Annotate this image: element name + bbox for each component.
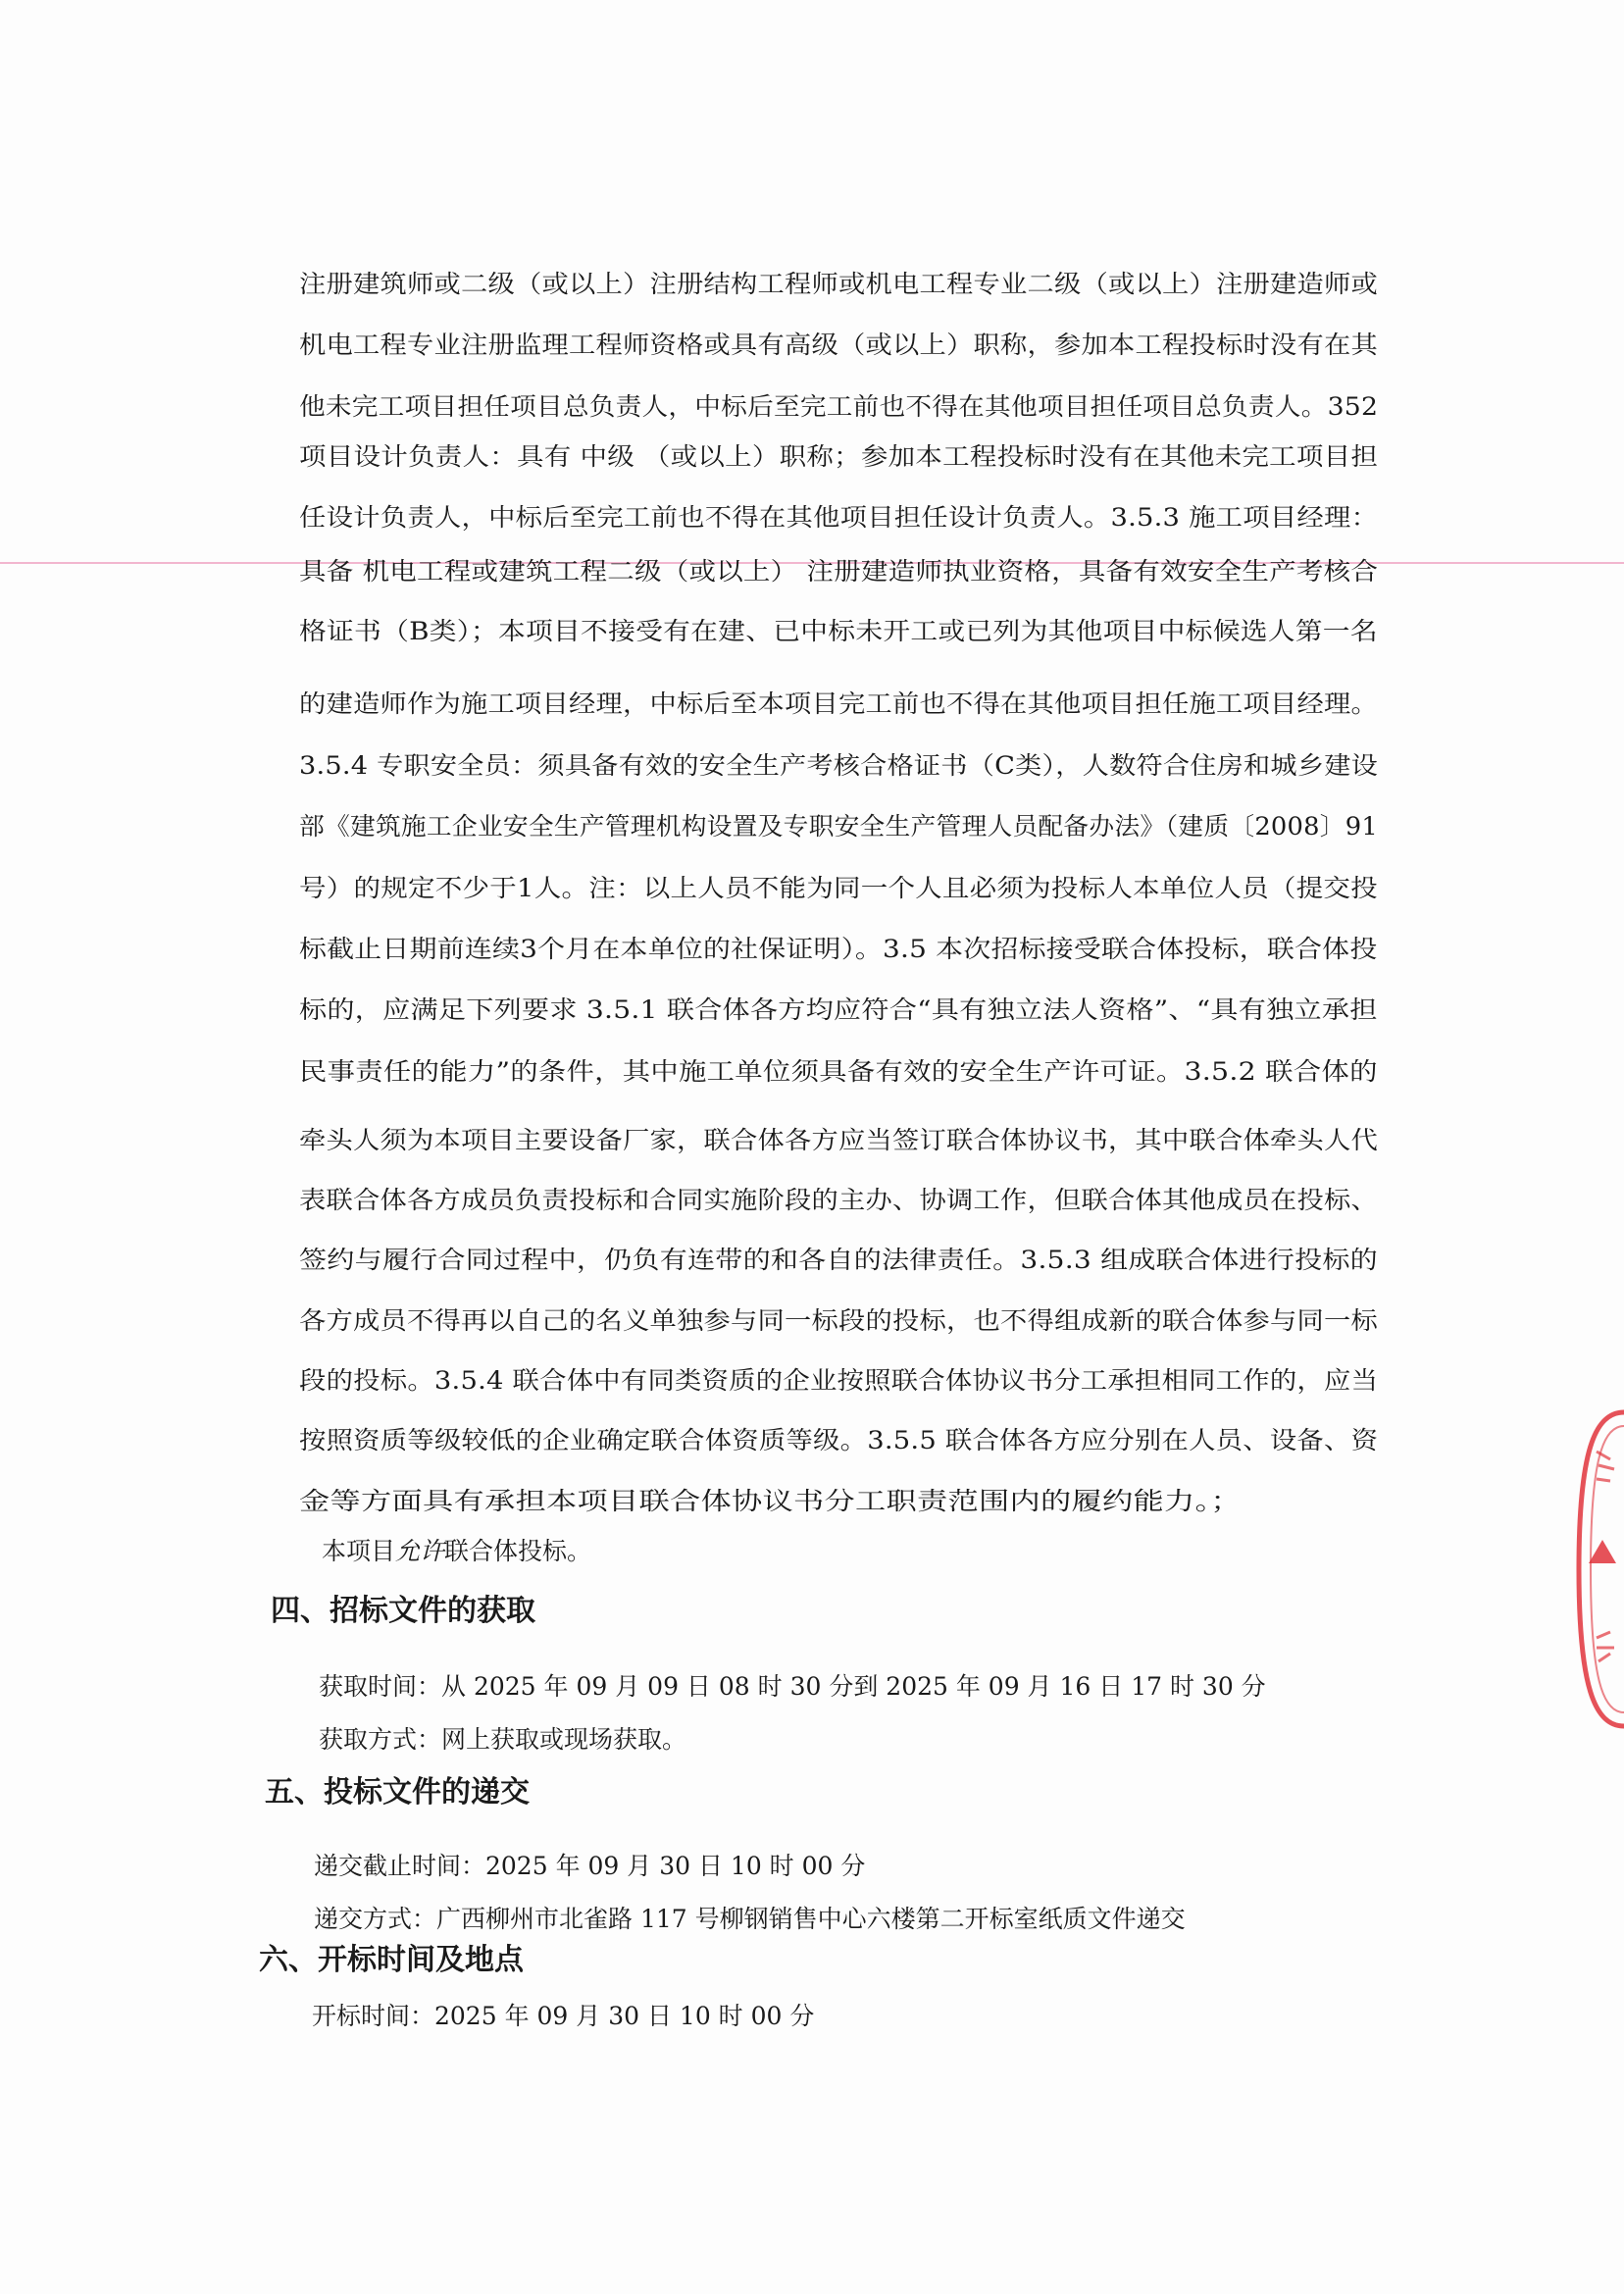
section-4-heading: 四、招标文件的获取 — [271, 1594, 535, 1628]
consortium-note — [322, 1535, 591, 1568]
consortium-note-suffix: 联合体投标。 — [444, 1537, 592, 1565]
paragraph-line: 号）的规定不少于1人。注：以上人员不能为同一个人且必须为投标人本单位人员（提交投 — [299, 874, 1378, 902]
paragraph-line: 各方成员不得再以自己的名义单独参与同一标段的投标，也不得组成新的联合体参与同一标 — [299, 1306, 1379, 1335]
submission-method: 递交方式：广西柳州市北雀路 117 号柳钢销售中心六楼第二开标室纸质文件递交 — [314, 1905, 1186, 1933]
bid-opening-time: 开标时间：2025 年 09 月 30 日 10 时 00 分 — [312, 2002, 815, 2030]
section-6-heading: 六、开标时间及地点 — [259, 1943, 524, 1977]
paragraph-line: 牵头人须为本项目主要设备厂家，联合体各方应当签订联合体协议书，其中联合体牵头人代 — [299, 1126, 1379, 1154]
submission-deadline: 递交截止时间：2025 年 09 月 30 日 10 时 00 分 — [314, 1852, 866, 1880]
paragraph-line: 格证书（B类）；本项目不接受有在建、已中标未开工或已列为其他项目中标候选人第一名 — [299, 617, 1378, 645]
paragraph-line: 标截止日期前连续3个月在本单位的社保证明）。3.5 本次招标接受联合体投标，联合体投 — [299, 935, 1378, 963]
paragraph-line: 机电工程专业注册监理工程师资格或具有高级（或以上）职称，参加本工程投标时没有在其 — [299, 331, 1379, 359]
paragraph-line: 3.5.4 专职安全员：须具备有效的安全生产考核合格证书（C类），人数符合住房和城乡建设 — [299, 751, 1378, 780]
paragraph-line: 他未完工项目担任项目总负责人，中标后至完工前也不得在其他项目担任项目总负责人。352 — [299, 392, 1379, 421]
paragraph-line: 部《建筑施工企业安全生产管理机构设置及专职安全生产管理人员配备办法》（建质〔2008〕91 — [299, 812, 1378, 841]
paragraph-line: 段的投标。3.5.4 联合体中有同类资质的企业按照联合体协议书分工承担相同工作的，应当 — [299, 1366, 1379, 1395]
paragraph-line: 民事责任的能力”的条件，其中施工单位须具备有效的安全生产许可证。3.5.2 联合体的 — [299, 1057, 1378, 1086]
consortium-note-emphasis: 允许 — [395, 1537, 445, 1565]
acquisition-method: 获取方式：网上获取或现场获取。 — [319, 1725, 687, 1754]
paragraph-line: 注册建筑师或二级（或以上）注册结构工程师或机电工程专业二级（或以上）注册建造师或 — [299, 270, 1379, 298]
paragraph-line: 标的，应满足下列要求 3.5.1 联合体各方均应符合“具有独立法人资格”、“具有独立承担 — [299, 995, 1378, 1024]
section-5-heading: 五、投标文件的递交 — [265, 1775, 530, 1810]
paragraph-line: 任设计负责人，中标后至完工前也不得在其他项目担任设计负责人。3.5.3 施工项目经理： — [299, 503, 1379, 532]
paragraph-line: 表联合体各方成员负责投标和合同实施阶段的主办、协调工作，但联合体其他成员在投标、 — [299, 1186, 1379, 1214]
red-seal-stamp — [1567, 1393, 1624, 1746]
paragraph-line: 签约与履行合同过程中，仍负有连带的和各自的法律责任。3.5.3 组成联合体进行投标的 — [299, 1246, 1378, 1274]
paragraph-line: 的建造师作为施工项目经理，中标后至本项目完工前也不得在其他项目担任施工项目经理。 — [299, 689, 1379, 718]
paragraph-line: 具备 机电工程或建筑工程二级（或以上） 注册建造师执业资格，具备有效安全生产考核合 — [299, 557, 1379, 586]
paragraph-line: 按照资质等级较低的企业确定联合体资质等级。3.5.5 联合体各方应分别在人员、设备、资 — [299, 1426, 1379, 1454]
paragraph-line: 项目设计负责人：具有 中级 （或以上）职称；参加本工程投标时没有在其他未完工项目担 — [299, 442, 1379, 471]
acquisition-time: 获取时间：从 2025 年 09 月 09 日 08 时 30 分到 2025 年 09 月 16 日 17 时 30 分 — [319, 1672, 1266, 1701]
consortium-note-prefix: 本项目 — [322, 1537, 396, 1565]
paragraph-line: 金等方面具有承担本项目联合体协议书分工职责范围内的履约能力。； — [299, 1487, 1242, 1515]
